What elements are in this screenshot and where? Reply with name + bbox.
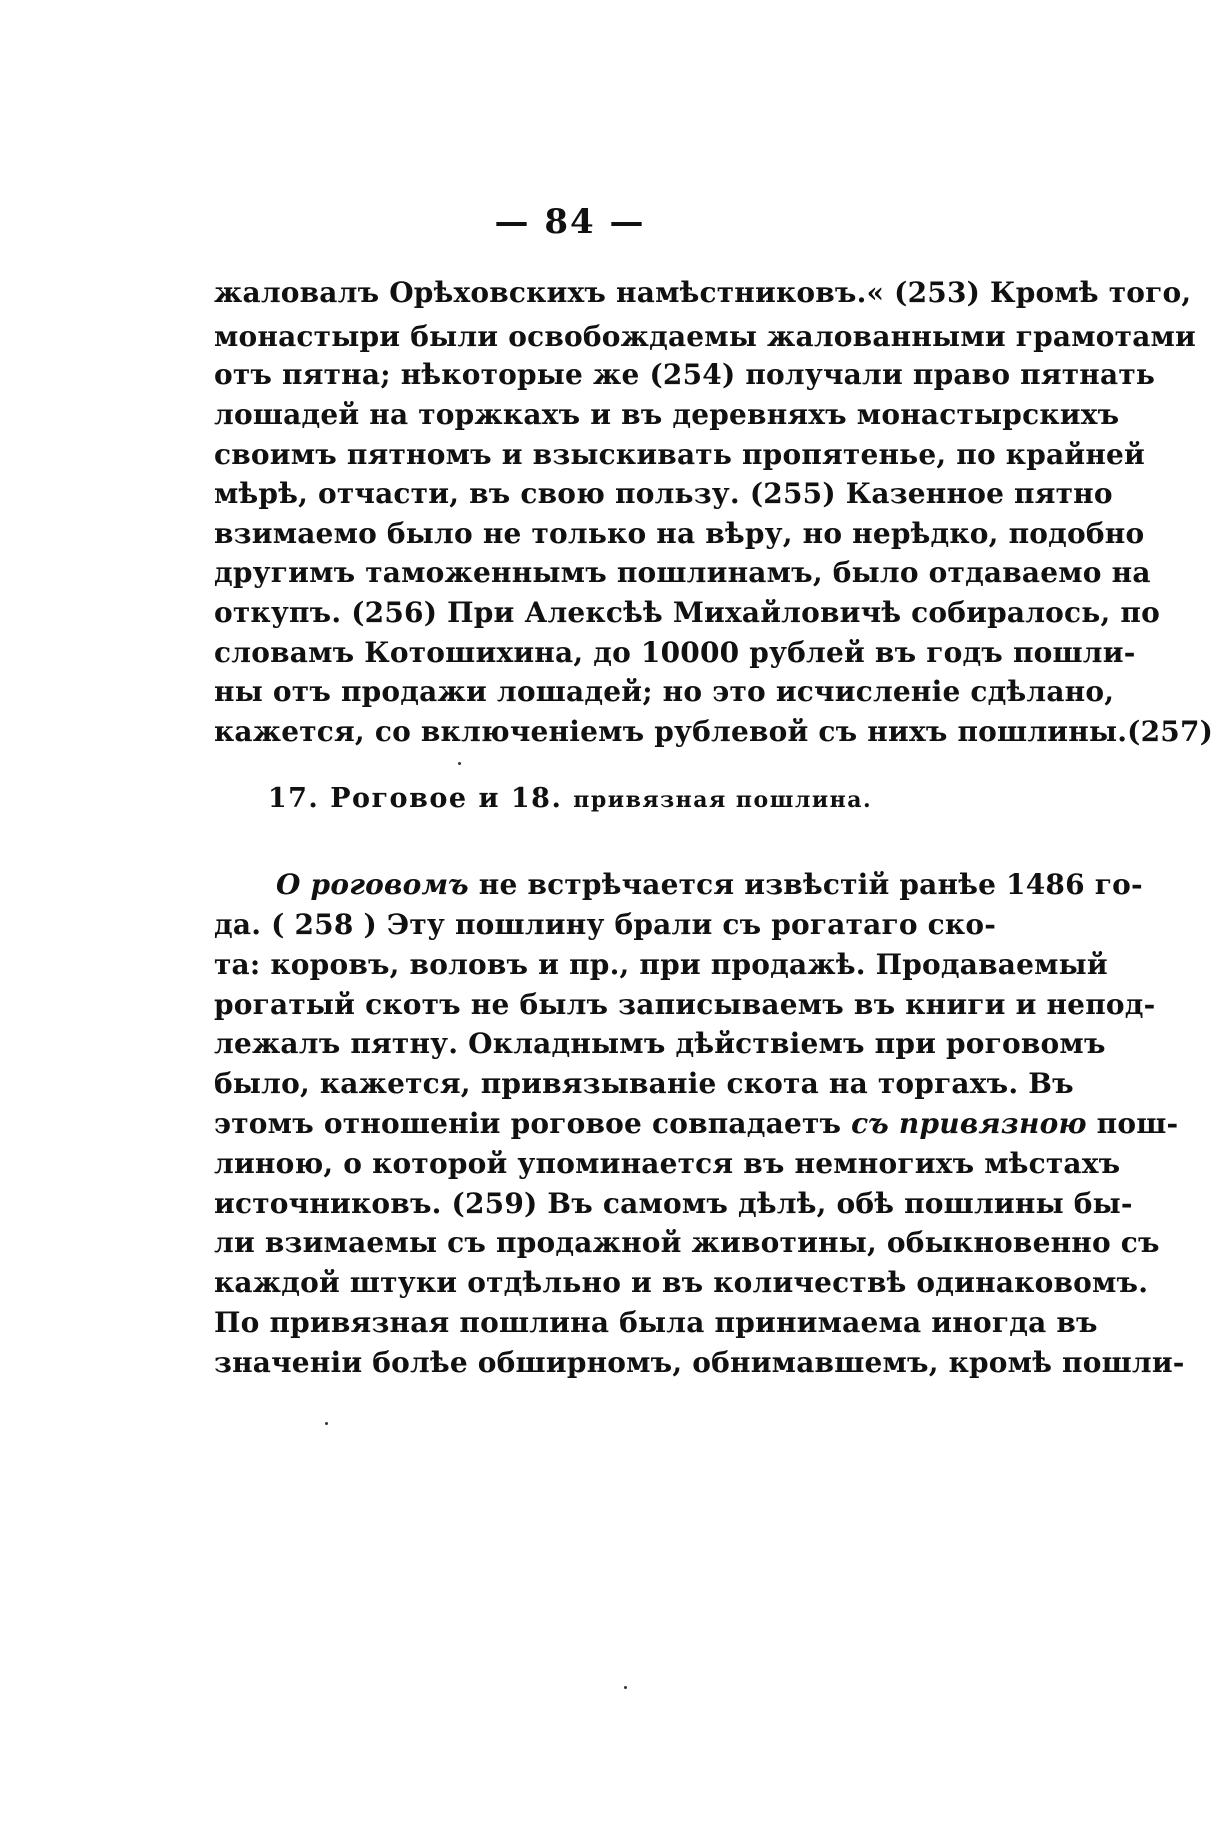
text-line: другимъ таможеннымъ пошлинамъ, было отдаваемо на [214,556,1151,589]
text-line: источниковъ. (259) Въ самомъ дѣлѣ, обѣ пошлины бы- [214,1187,1133,1220]
italic-term: О роговомъ [276,868,469,901]
text-line: жаловалъ Орѣховскихъ намѣстниковъ.« (253) Кромѣ того, [214,276,1192,309]
text-line: своимъ пятномъ и взыскивать пропятенье, по крайней [214,438,1145,471]
section-heading [0,783,1140,814]
text-span: пош- [1086,1107,1179,1140]
italic-term: съ привязною [851,1107,1087,1140]
print-speck [624,1686,627,1689]
text-line: значеніи болѣе обширномъ, обнимавшемъ, кромѣ пошли- [214,1346,1185,1379]
text-line: монастыри были освобождаемы жалованными грамотами [214,320,1197,353]
text-line: словамъ Котошихина, до 10000 рублей въ годъ пошли- [214,636,1136,669]
text-line: рогатый скотъ не былъ записываемъ въ книги и непод- [214,988,1156,1021]
text-line: По привязная пошлина была принимаема иногда въ [214,1306,1098,1339]
text-line: кажется, со включеніемъ рублевой съ нихъ пошлины.(257) [214,715,1213,748]
heading-rest: привязная пошлина. [573,787,873,813]
text-line: откупъ. (256) При Алексѣѣ Михайловичѣ собиралось, по [214,596,1160,629]
text-line: лежалъ пятну. Окладнымъ дѣйствіемъ при роговомъ [214,1027,1106,1060]
text-line: лошадей на торжкахъ и въ деревняхъ монастырскихъ [214,398,1120,431]
text-line: каждой штуки отдѣльно и въ количествѣ одинаковомъ. [214,1266,1149,1299]
print-speck [458,762,461,765]
text-line: мѣрѣ, отчасти, въ свою пользу. (255) Казенное пятно [214,477,1113,510]
heading-number-1: 17. [267,783,320,814]
heading-word-1: Роговое [330,783,468,814]
page-number: — 84 — [494,202,646,242]
heading-and: и [478,783,500,814]
text-span: не встрѣчается извѣстій ранѣе 1486 го- [468,868,1143,901]
text-line: ли взимаемы съ продажной животины, обыкновенно съ [214,1226,1160,1259]
print-speck [325,1422,328,1425]
text-line: ны отъ продажи лошадей; но это исчисленіе сдѣлано, [214,675,1115,708]
text-span: этомъ отношеніи роговое совпадаетъ [214,1107,852,1140]
heading-number-2: 18. [510,783,563,814]
text-line: та: коровъ, воловъ и пр., при продажѣ. Продаваемый [214,948,1108,981]
text-line: да. ( 258 ) Эту пошлину брали съ рогатаго ско- [214,908,997,941]
text-line: было, кажется, привязываніе скота на торгахъ. Въ [214,1067,1074,1100]
text-line: линою, о которой упоминается въ немногихъ мѣстахъ [214,1147,1121,1180]
text-line: отъ пятна; нѣкоторые же (254) получали право пятнать [214,358,1156,391]
text-line: взимаемо было не только на вѣру, но нерѣдко, подобно [214,517,1145,550]
